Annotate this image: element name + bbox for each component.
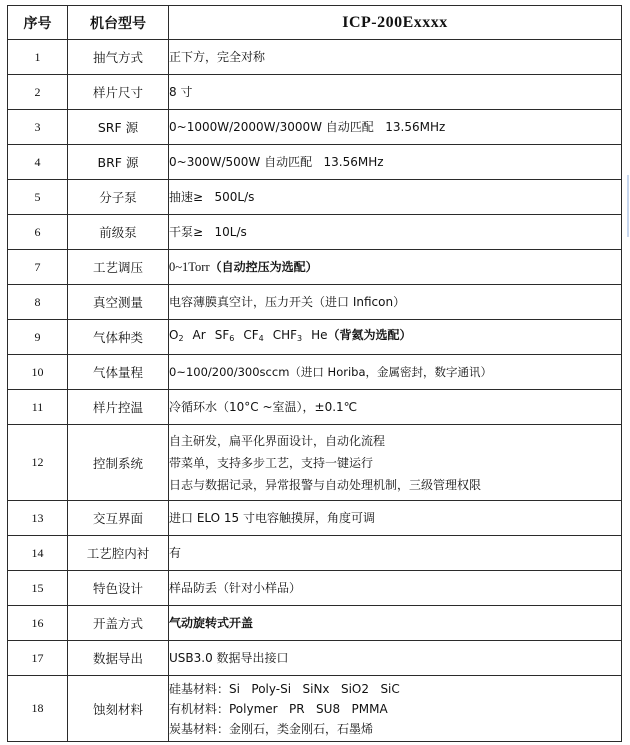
value-line: 日志与数据记录，异常报警与自动处理机制，三级管理权限 <box>169 477 482 492</box>
table-row <box>8 250 622 285</box>
row-label: 样片尺寸 <box>68 75 169 110</box>
value-line: 带菜单，支持多步工艺，支持一键运行 <box>169 455 374 470</box>
table-row <box>8 606 622 641</box>
row-label: 样片控温 <box>68 390 169 425</box>
row-label: 控制系统 <box>68 425 169 501</box>
gas-list <box>169 320 622 355</box>
gas-item: $O_2$ <box>169 328 184 343</box>
row-number: 17 <box>8 641 68 676</box>
row-value <box>169 250 622 285</box>
row-number: 5 <box>8 180 68 215</box>
header-model-label: 机台型号 <box>68 6 169 40</box>
row-value: 0~100/200/300sccm（进口 Horiba，金属密封，数字通讯） <box>169 355 622 390</box>
optional-note: （背氦为选配） <box>327 328 412 342</box>
row-label: 交互界面 <box>68 501 169 536</box>
table-row <box>8 40 622 75</box>
value-line: 自主研发，扁平化界面设计，自动化流程 <box>169 433 386 448</box>
header-row <box>8 6 622 40</box>
row-value: 进口 ELO 15 寸电容触摸屏，角度可调 <box>169 501 622 536</box>
row-value: 电容薄膜真空计，压力开关（进口 Inficon） <box>169 285 622 320</box>
row-value: 冷循环水（10°C ~室温），±0.1℃ <box>169 390 622 425</box>
row-label: 真空测量 <box>68 285 169 320</box>
gas-item: $CF_4$ <box>243 328 264 343</box>
table-row <box>8 676 622 742</box>
row-number: 11 <box>8 390 68 425</box>
row-number: 6 <box>8 215 68 250</box>
header-model-name: ICP-200Exxxx <box>169 6 622 40</box>
row-number: 4 <box>8 145 68 180</box>
row-number: 10 <box>8 355 68 390</box>
row-value: 有 <box>169 536 622 571</box>
row-number: 7 <box>8 250 68 285</box>
row-label: 特色设计 <box>68 571 169 606</box>
table-row <box>8 320 622 355</box>
row-number: 15 <box>8 571 68 606</box>
row-value-multiline <box>169 676 622 742</box>
row-number: 2 <box>8 75 68 110</box>
row-label: 分子泵 <box>68 180 169 215</box>
row-label: 气体种类 <box>68 320 169 355</box>
row-number: 3 <box>8 110 68 145</box>
value-line: 硅基材料：Si Poly-Si SiNx SiO2 SiC <box>169 681 400 696</box>
row-label: BRF 源 <box>68 145 169 180</box>
table-row <box>8 501 622 536</box>
table-row <box>8 215 622 250</box>
table-row <box>8 180 622 215</box>
row-value: 8 寸 <box>169 75 622 110</box>
row-label: 数据导出 <box>68 641 169 676</box>
table-row <box>8 285 622 320</box>
gas-item: $CHF_3$ <box>272 328 303 343</box>
table-row <box>8 355 622 390</box>
row-value: 0~1000W/2000W/3000W 自动匹配 13.56MHz <box>169 110 622 145</box>
row-label: 抽气方式 <box>68 40 169 75</box>
row-value: 抽速≥ 500L/s <box>169 180 622 215</box>
row-value: USB3.0 数据导出接口 <box>169 641 622 676</box>
row-value-multiline <box>169 425 622 501</box>
table-row <box>8 390 622 425</box>
row-label: 前级泵 <box>68 215 169 250</box>
gas-item: He <box>311 328 328 342</box>
row-number: 13 <box>8 501 68 536</box>
row-label: 工艺调压 <box>68 250 169 285</box>
row-number: 16 <box>8 606 68 641</box>
header-index: 序号 <box>8 6 68 40</box>
table-row <box>8 571 622 606</box>
row-value: 干泵≥ 10L/s <box>169 215 622 250</box>
row-label: 开盖方式 <box>68 606 169 641</box>
value-line: 炭基材料：金刚石，类金刚石，石墨烯 <box>169 721 374 736</box>
table-row <box>8 145 622 180</box>
optional-note: （自动控压为选配） <box>209 260 318 274</box>
table-row <box>8 536 622 571</box>
row-number: 18 <box>8 676 68 742</box>
row-value: 气动旋转式开盖 <box>169 606 622 641</box>
row-number: 14 <box>8 536 68 571</box>
gas-item: $SF_6$ <box>214 328 235 343</box>
row-value: 正下方，完全对称 <box>169 40 622 75</box>
row-label: 气体量程 <box>68 355 169 390</box>
row-number: 12 <box>8 425 68 501</box>
table-row <box>8 641 622 676</box>
row-number: 9 <box>8 320 68 355</box>
row-number: 8 <box>8 285 68 320</box>
table-row <box>8 75 622 110</box>
scrollbar-edge[interactable] <box>627 175 629 237</box>
value-line: 有机材料：Polymer PR SU8 PMMA <box>169 701 388 716</box>
pressure-range: 0~1Torr <box>169 260 210 274</box>
gas-item: Ar <box>192 328 206 342</box>
row-label: 蚀刻材料 <box>68 676 169 742</box>
row-number: 1 <box>8 40 68 75</box>
table-row <box>8 110 622 145</box>
row-value: 0~300W/500W 自动匹配 13.56MHz <box>169 145 622 180</box>
row-value: 样品防丢（针对小样品） <box>169 571 622 606</box>
table-row <box>8 425 622 501</box>
spec-table <box>7 5 622 742</box>
row-label: 工艺腔内衬 <box>68 536 169 571</box>
row-label: SRF 源 <box>68 110 169 145</box>
